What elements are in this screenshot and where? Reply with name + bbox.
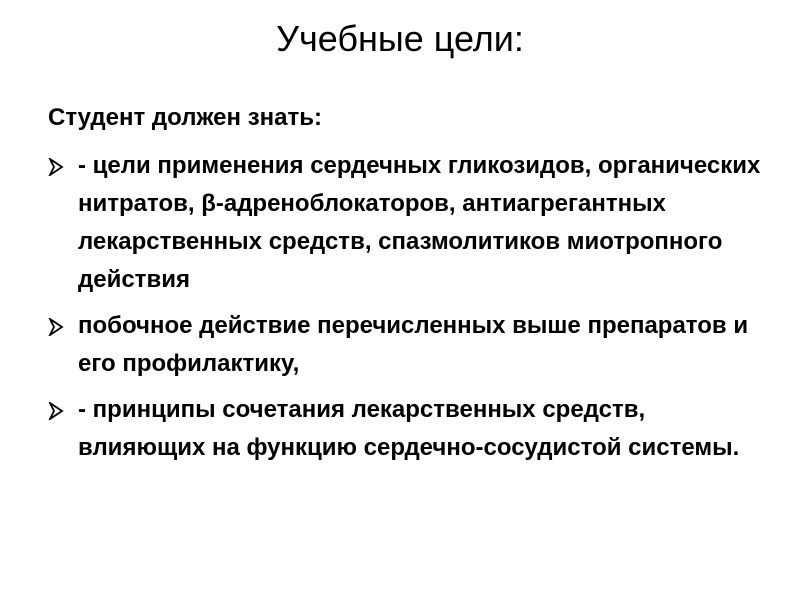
bullet-text: побочное действие перечисленных выше препаратов и его профилактику, <box>78 312 749 377</box>
slide-subtitle: Студент должен знать: <box>48 104 322 131</box>
bullet-item <box>48 307 768 383</box>
bullet-item <box>48 391 768 467</box>
slide-title: Учебные цели: <box>276 18 524 59</box>
bullet-text: - цели применения сердечных гликозидов, органических нитратов, β-адреноблокаторов, антиагрегантных лекарственных средств, спазмолитиков миотропного действия <box>78 152 761 293</box>
arrowhead-bullet-icon <box>48 158 64 176</box>
bullet-list <box>48 147 768 475</box>
bullet-text: - принципы сочетания лекарственных средств, влияющих на функцию сердечно-сосудистой системы. <box>78 396 740 461</box>
arrowhead-bullet-icon <box>48 318 64 336</box>
bullet-item <box>48 147 768 299</box>
arrowhead-bullet-icon <box>48 402 64 420</box>
